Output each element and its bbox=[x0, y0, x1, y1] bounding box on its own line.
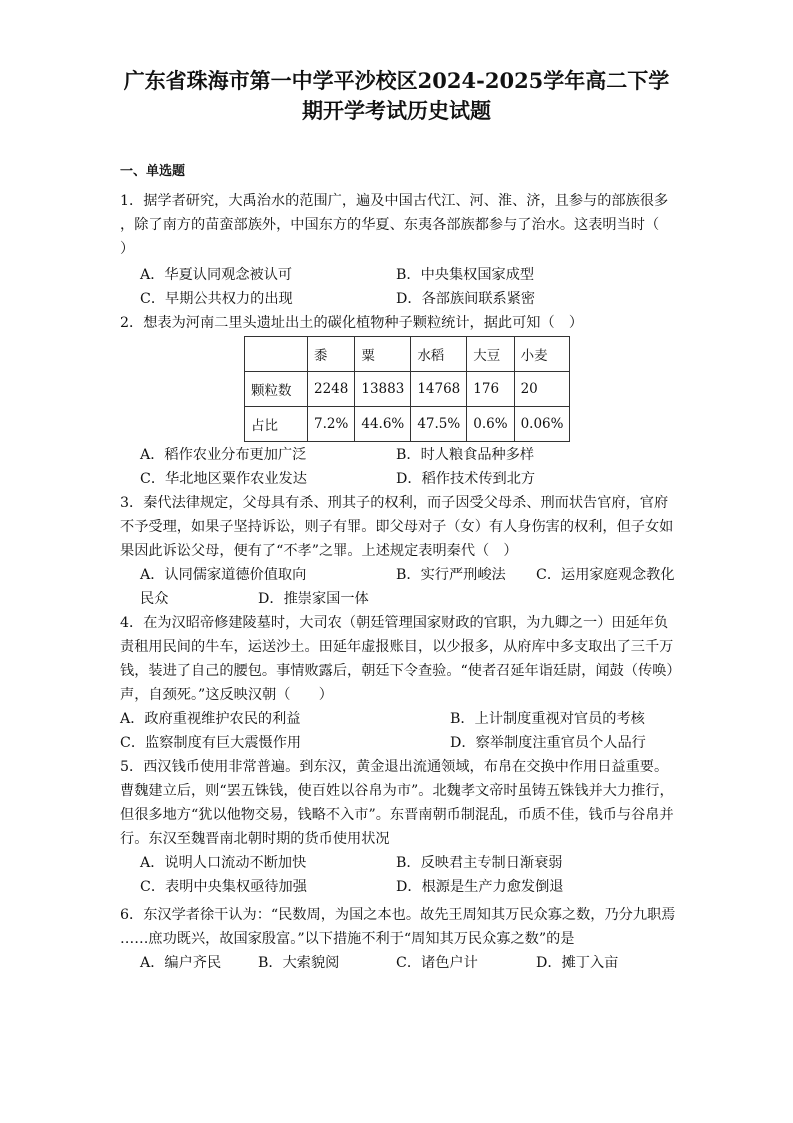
table-cell: 20 bbox=[514, 372, 570, 407]
q6-option-d[interactable]: D．摊丁入亩 bbox=[536, 955, 619, 971]
table-cell: 颗粒数 bbox=[245, 372, 308, 407]
table-header-cell: 小麦 bbox=[514, 337, 570, 372]
table-cell: 7.2% bbox=[308, 407, 355, 442]
exam-title bbox=[100, 66, 693, 126]
table-header-cell: 大豆 bbox=[467, 337, 514, 372]
table-header-cell: 粟 bbox=[355, 337, 411, 372]
table-header-cell: 水稻 bbox=[411, 337, 467, 372]
q3-option-c[interactable]: C．运用家庭观念教化 bbox=[536, 567, 675, 583]
section-heading: 一、单选题 bbox=[120, 164, 186, 179]
q4-stem-line: 4．在为汉昭帝修建陵墓时，大司农（朝廷管理国家财政的官职，为九卿之一）田延年负 bbox=[120, 615, 669, 631]
q6-option-c[interactable]: C．诸色户计 bbox=[396, 955, 478, 971]
table-cell: 0.06% bbox=[514, 407, 570, 442]
table-cell: 14768 bbox=[411, 372, 467, 407]
q6-option-b[interactable]: B．大索貌阅 bbox=[258, 955, 340, 971]
table-row bbox=[245, 407, 570, 442]
q3-option-c-continued[interactable]: 民众 bbox=[140, 591, 169, 607]
table-header-row bbox=[245, 337, 570, 372]
q3-option-b[interactable]: B．实行严刑峻法 bbox=[396, 567, 506, 583]
q1-stem-line: ，除了南方的苗蛮部族外，中国东方的华夏、东夷各部族都参与了治水。这表明当时（ bbox=[120, 217, 660, 233]
q5-option-a[interactable]: A．说明人口流动不断加快 bbox=[140, 855, 307, 871]
q4-option-a[interactable]: A．政府重视维护农民的利益 bbox=[120, 711, 301, 727]
q5-stem-line: 曹魏建立后，则“罢五铢钱，使百姓以谷帛为市”。北魏孝文帝时虽铸五铢钱并大力推行， bbox=[120, 783, 674, 799]
q4-stem-line: 声，自颈死。”这反映汉朝（ ） bbox=[120, 687, 333, 703]
q4-option-b[interactable]: B．上计制度重视对官员的考核 bbox=[450, 711, 645, 727]
q3-option-a[interactable]: A．认同儒家道德价值取向 bbox=[140, 567, 307, 583]
table-row bbox=[245, 372, 570, 407]
q1-stem-line: ） bbox=[120, 241, 135, 257]
q2-option-a[interactable]: A．稻作农业分布更加广泛 bbox=[140, 447, 307, 463]
q3-stem-line: 果因此诉讼父母，便有了“不孝”之罪。上述规定表明秦代（ ） bbox=[120, 543, 518, 559]
q6-stem-line: 6．东汉学者徐干认为：“民数周，为国之本也。故先王周知其万民众寡之数，乃分九职焉 bbox=[120, 907, 676, 923]
table-cell: 占比 bbox=[245, 407, 308, 442]
table-header-cell: 黍 bbox=[308, 337, 355, 372]
q2-option-c[interactable]: C．华北地区粟作农业发达 bbox=[140, 471, 307, 487]
q5-option-b[interactable]: B．反映君主专制日渐衰弱 bbox=[396, 855, 563, 871]
table-header-cell bbox=[245, 337, 308, 372]
q1-stem-line: 1．据学者研究，大禹治水的范围广，遍及中国古代江、河、淮、济，且参与的部族很多 bbox=[120, 193, 669, 209]
q1-option-d[interactable]: D．各部族间联系紧密 bbox=[396, 291, 536, 307]
q4-stem-line: 责租用民间的牛车，运送沙土。田延年虚报账目，以少报多，从府库中多支取出了三千万 bbox=[120, 639, 674, 655]
q1-option-a[interactable]: A．华夏认同观念被认可 bbox=[140, 267, 293, 283]
q5-stem-line: 5．西汉钱币使用非常普遍。到东汉，黄金退出流通领域，布帛在交换中作用日益重要。 bbox=[120, 759, 669, 775]
q2-stem-line: 2．想表为河南二里头遗址出土的碳化植物种子颗粒统计，据此可知（ ） bbox=[120, 315, 584, 331]
table-cell: 44.6% bbox=[355, 407, 411, 442]
q4-stem-line: 钱，装进了自己的腰包。事情败露后，朝廷下令查验。“使者召延年诣廷尉，闻鼓（传唤） bbox=[120, 663, 681, 679]
q5-stem-line: 但很多地方“犹以他物交易，钱略不入市”。东晋南朝币制混乱，币质不佳，钱币与谷帛并 bbox=[120, 807, 674, 823]
q6-stem-line: ……庶功既兴，故国家殷富。”以下措施不利于“周知其万民众寡之数”的是 bbox=[120, 931, 575, 947]
q3-stem-line: 不予受理，如果子坚持诉讼，则子有罪。即父母对子（女）有人身伤害的权利，但子女如 bbox=[120, 519, 674, 535]
table-cell: 47.5% bbox=[411, 407, 467, 442]
title-line-2: 期开学考试历史试题 bbox=[302, 98, 491, 123]
q4-option-c[interactable]: C．监察制度有巨大震慑作用 bbox=[120, 735, 302, 751]
table-cell: 176 bbox=[467, 372, 514, 407]
q1-option-b[interactable]: B．中央集权国家成型 bbox=[396, 267, 535, 283]
q5-option-d[interactable]: D．根源是生产力愈发倒退 bbox=[396, 879, 564, 895]
q4-option-d[interactable]: D．察举制度注重官员个人品行 bbox=[450, 735, 646, 751]
q3-option-d[interactable]: D．推崇家国一体 bbox=[258, 591, 369, 607]
q5-option-c[interactable]: C．表明中央集权亟待加强 bbox=[140, 879, 307, 895]
q3-stem-line: 3．秦代法律规定，父母具有杀、刑其子的权利，而子因受父母杀、刑而状告官府，官府 bbox=[120, 495, 669, 511]
q2-option-b[interactable]: B．时人粮食品种多样 bbox=[396, 447, 535, 463]
q6-option-a[interactable]: A．编户齐民 bbox=[140, 955, 222, 971]
title-line-1: 广东省珠海市第一中学平沙校区2024-2025学年高二下学 bbox=[123, 68, 670, 93]
seed-count-table bbox=[244, 336, 570, 442]
table-cell: 0.6% bbox=[467, 407, 514, 442]
q1-option-c[interactable]: C．早期公共权力的出现 bbox=[140, 291, 293, 307]
table-cell: 2248 bbox=[308, 372, 355, 407]
q2-option-d[interactable]: D．稻作技术传到北方 bbox=[396, 471, 536, 487]
q5-stem-line: 行。东汉至魏晋南北朝时期的货币使用状况 bbox=[120, 831, 390, 847]
table-cell: 13883 bbox=[355, 372, 411, 407]
